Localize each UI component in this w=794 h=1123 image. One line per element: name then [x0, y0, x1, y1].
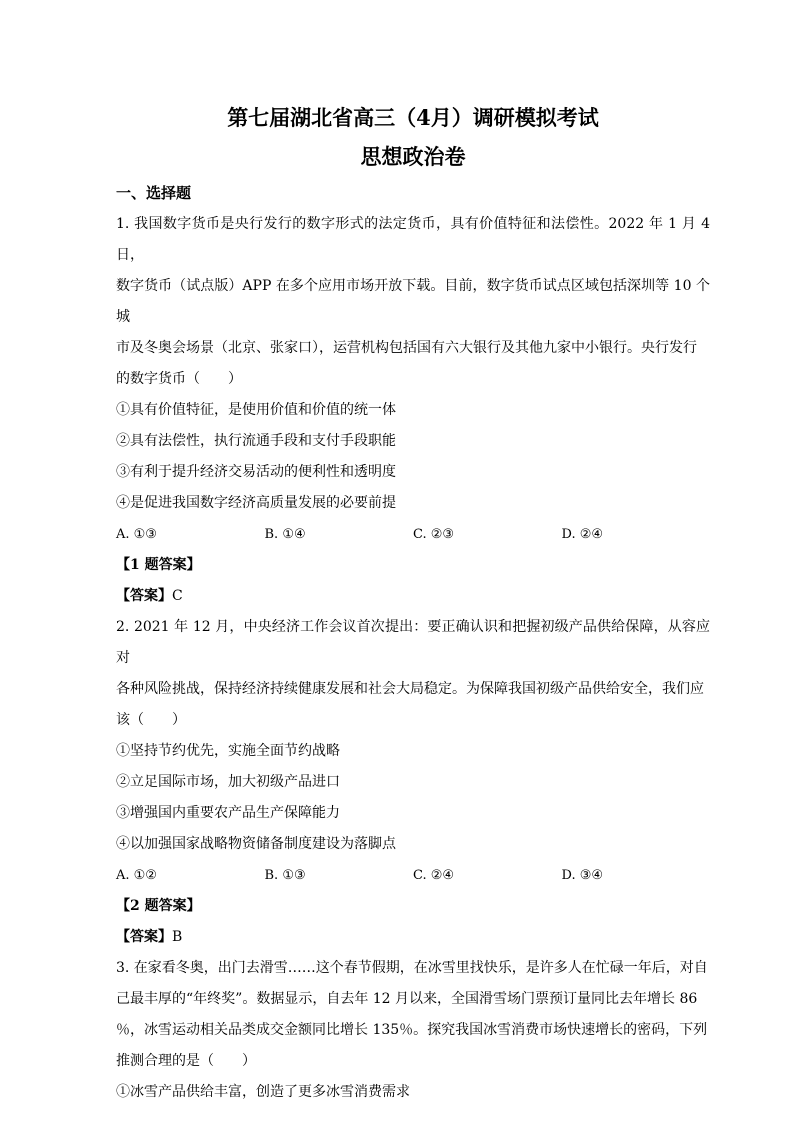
statement-option: ②具有法偿性，执行流通手段和支付手段职能: [116, 433, 396, 449]
choice-c: C. ②④: [413, 868, 455, 883]
question-stem-line: 的数字货币（ ）: [116, 371, 242, 387]
answer-label: 【答案】: [116, 929, 172, 945]
statement-option: ③增强国内重要农产品生产保障能力: [116, 805, 340, 821]
statement-option: ①坚持节约优先，实施全面节约战略: [116, 743, 340, 759]
statement-option: ①冰雪产品供给丰富，创造了更多冰雪消费需求: [116, 1084, 410, 1100]
section-heading: 一、选择题: [116, 184, 192, 202]
choice-a: A. ①③: [116, 527, 157, 542]
statement-option: ④以加强国家战略物资储备制度建设为落脚点: [116, 836, 396, 852]
question-stem-line: 1. 我国数字货币是央行发行的数字形式的法定货币，具有价值特征和法偿性。2022 年 1 月 4 日，: [116, 216, 710, 263]
question-1: [116, 209, 710, 612]
question-stem-line: 该（ ）: [116, 712, 186, 728]
question-stem-line: 2. 2021 年 12 月，中央经济工作会议首次提出：要正确认识和把握初级产品供给保障，从容应对: [116, 619, 710, 666]
choice-c: C. ②③: [413, 527, 455, 542]
answer-choices: [116, 519, 710, 550]
choice-a: A. ①②: [116, 868, 157, 883]
question-stem-line: 推测合理的是（ ）: [116, 1053, 256, 1069]
answer-line: [116, 922, 710, 953]
exam-title: 第七届湖北省高三（4月）调研模拟考试: [227, 105, 599, 130]
question-2: [116, 612, 710, 953]
answer-section-tag: 【1 题答案】: [116, 557, 201, 573]
answer-value: C: [172, 588, 183, 604]
question-stem-line: 数字货币（试点版）APP 在多个应用市场开放下载。目前，数字货币试点区域包括深圳等 10 个城: [116, 278, 710, 325]
statement-option: ①具有价值特征，是使用价值和价值的统一体: [116, 402, 396, 418]
answer-line: [116, 581, 710, 612]
statement-option: ③有利于提升经济交易活动的便利性和透明度: [116, 464, 396, 480]
statement-option: ②立足国际市场，加大初级产品进口: [116, 774, 340, 790]
answer-value: B: [172, 929, 183, 945]
question-stem-line: 各种风险挑战，保持经济持续健康发展和社会大局稳定。为保障我国初级产品供给安全，我们应: [116, 681, 704, 697]
answer-choices: [116, 860, 710, 891]
choice-d: D. ②④: [561, 527, 604, 542]
question-stem-line: 3. 在家看冬奥，出门去滑雪……这个春节假期，在冰雪里找快乐，是许多人在忙碌一年后，对自: [116, 960, 708, 976]
statement-option: ④是促进我国数字经济高质量发展的必要前提: [116, 495, 396, 511]
question-3: [116, 953, 710, 1108]
question-stem-line: 己最丰厚的“年终奖”。数据显示，自去年 12 月以来，全国滑雪场门票预订量同比去年增长 86: [116, 991, 698, 1007]
exam-subtitle: 思想政治卷: [360, 144, 466, 169]
question-stem-line: 市及冬奥会场景（北京、张家口），运营机构包括国有六大银行及其他九家中小银行。央行发行: [116, 340, 697, 356]
choice-b: B. ①③: [264, 868, 306, 883]
answer-section-tag: 【2 题答案】: [116, 898, 201, 914]
choice-b: B. ①④: [264, 527, 306, 542]
answer-label: 【答案】: [116, 588, 172, 604]
question-stem-line: ％，冰雪运动相关品类成交金额同比增长 135％。探究我国冰雪消费市场快速增长的密码，下列: [116, 1022, 708, 1038]
choice-d: D. ③④: [561, 868, 604, 883]
